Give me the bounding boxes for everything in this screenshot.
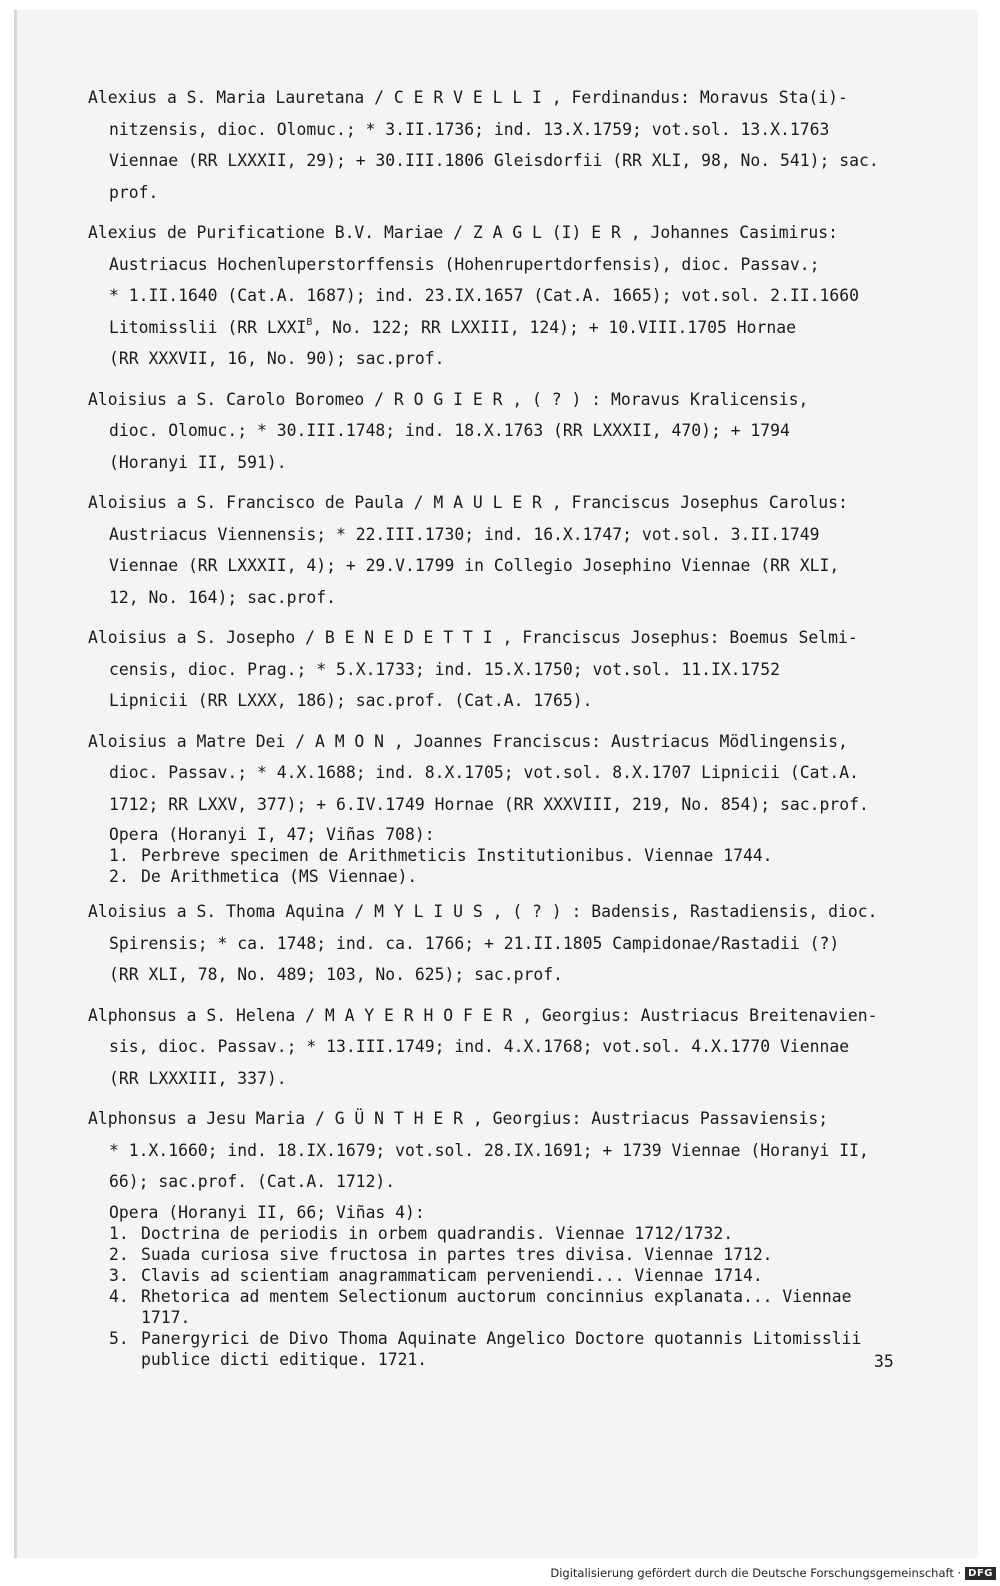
opera-item-number: 5. bbox=[109, 1328, 129, 1348]
entry-line: Austriacus Viennensis; * 22.III.1730; ind. 16.X.1747; vot.sol. 3.II.1749 bbox=[109, 524, 820, 544]
opera-item-text: Suada curiosa sive fructosa in partes tres divisa. Viennae 1712. bbox=[141, 1244, 773, 1264]
opera-item bbox=[109, 1223, 914, 1244]
entry-line: prof. bbox=[109, 182, 159, 202]
register-entry bbox=[88, 217, 914, 375]
entry-line: 12, No. 164); sac.prof. bbox=[109, 587, 336, 607]
entry-line: dioc. Olomuc.; * 30.III.1748; ind. 18.X.1763 (RR LXXXII, 470); + 1794 bbox=[109, 421, 790, 440]
opera-item-text: De Arithmetica (MS Viennae). bbox=[141, 867, 418, 886]
entry-line-tail: , No. 122; RR LXXIII, 124); + 10.VIII.1705 Hornae bbox=[312, 317, 796, 337]
superscript: B bbox=[306, 316, 313, 328]
opera-item-number: 2. bbox=[109, 867, 129, 886]
opera-item bbox=[109, 1244, 914, 1265]
entry-heading-line: Aloisius a S. Francisco de Paula / M A U L E R , Franciscus Josephus Carolus: bbox=[88, 493, 848, 512]
entry-line: * 1.II.1640 (Cat.A. 1687); ind. 23.IX.1657 (Cat.A. 1665); vot.sol. 2.II.1660 bbox=[109, 286, 859, 305]
entry-heading-line: Alphonsus a Jesu Maria / G Ü N T H E R , Georgius: Austriacus Passaviensis; bbox=[88, 1109, 829, 1128]
entry-line: sis, dioc. Passav.; * 13.III.1749; ind. 4.X.1768; vot.sol. 4.X.1770 Viennae bbox=[109, 1037, 850, 1056]
register-entry bbox=[88, 82, 914, 208]
entry-line: 66); sac.prof. (Cat.A. 1712). bbox=[109, 1172, 396, 1191]
register-entry bbox=[88, 622, 914, 717]
register-entry bbox=[88, 1000, 914, 1095]
entry-line: Viennae (RR LXXXII, 4); + 29.V.1799 in Collegio Josephino Viennae (RR XLI, bbox=[109, 556, 840, 575]
opera-list bbox=[109, 1202, 914, 1370]
opera-item bbox=[109, 866, 914, 887]
entry-heading-line: Aloisius a S. Josepho / B E N E D E T T I , Franciscus Josephus: Boemus Selmi- bbox=[88, 628, 858, 647]
opera-heading: Opera (Horanyi II, 66; Viñas 4): bbox=[109, 1202, 425, 1222]
opera-item-number: 2. bbox=[109, 1244, 129, 1264]
opera-item bbox=[109, 1265, 914, 1286]
opera-item-text: Doctrina de periodis in orbem quadrandis. Viennae 1712/1732. bbox=[141, 1223, 734, 1243]
entry-line: nitzensis, dioc. Olomuc.; * 3.II.1736; ind. 13.X.1759; vot.sol. 13.X.1763 bbox=[109, 119, 830, 139]
register-text bbox=[88, 82, 914, 1379]
register-entry bbox=[88, 896, 914, 991]
opera-item-number: 1. bbox=[109, 1223, 129, 1243]
opera-item-number: 4. bbox=[109, 1286, 129, 1306]
opera-item-text: Rhetorica ad mentem Selectionum auctorum concinnius explanata... Viennae 1717. bbox=[141, 1286, 852, 1327]
dfg-logo: DFG bbox=[965, 1567, 996, 1580]
opera-item-text: Perbreve specimen de Arithmeticis Institutionibus. Viennae 1744. bbox=[141, 846, 773, 865]
opera-item-number: 3. bbox=[109, 1265, 129, 1285]
entry-line: Spirensis; * ca. 1748; ind. ca. 1766; + 21.II.1805 Campidonae/Rastadii (?) bbox=[109, 933, 840, 953]
entry-heading-line: Alexius de Purificatione B.V. Mariae / Z A G L (I) E R , Johannes Casimirus: bbox=[88, 223, 838, 242]
entry-heading-line: Aloisius a S. Carolo Boromeo / R O G I E R , ( ? ) : Moravus Kralicensis, bbox=[88, 389, 809, 409]
entry-line: (RR LXXXIII, 337). bbox=[109, 1068, 287, 1088]
opera-heading: Opera (Horanyi I, 47; Viñas 708): bbox=[109, 825, 435, 844]
entry-line: Viennae (RR LXXXII, 29); + 30.III.1806 Gleisdorfii (RR XLI, 98, No. 541); sac. bbox=[109, 151, 879, 170]
opera-item bbox=[109, 1286, 914, 1328]
entry-heading-line: Aloisius a S. Thoma Aquina / M Y L I U S , ( ? ) : Badensis, Rastadiensis, dioc. bbox=[88, 902, 878, 921]
footer bbox=[550, 1566, 996, 1580]
opera-item-text: Panergyrici de Divo Thoma Aquinate Angelico Doctore quotannis Litomisslii publice dicti editique. 1721. bbox=[141, 1328, 862, 1369]
opera-item bbox=[109, 1328, 914, 1370]
opera-item bbox=[109, 845, 914, 866]
entry-line: dioc. Passav.; * 4.X.1688; ind. 8.X.1705; vot.sol. 8.X.1707 Lipnicii (Cat.A. bbox=[109, 763, 859, 782]
opera-item-number: 1. bbox=[109, 846, 129, 865]
entry-heading-line: Alexius a S. Maria Lauretana / C E R V E L L I , Ferdinandus: Moravus Sta(i)- bbox=[88, 88, 848, 107]
footer-credit: Digitalisierung gefördert durch die Deutsche Forschungsgemeinschaft · bbox=[550, 1566, 962, 1580]
entry-line: censis, dioc. Prag.; * 5.X.1733; ind. 15.X.1750; vot.sol. 11.IX.1752 bbox=[109, 659, 781, 679]
entry-line: 1712; RR LXXV, 377); + 6.IV.1749 Hornae (RR XXXVIII, 219, No. 854); sac.prof. bbox=[109, 794, 869, 814]
entry-line: * 1.X.1660; ind. 18.IX.1679; vot.sol. 28.IX.1691; + 1739 Viennae (Horanyi II, bbox=[109, 1140, 869, 1160]
entry-line: (RR XLI, 78, No. 489; 103, No. 625); sac.prof. bbox=[109, 965, 563, 984]
entry-line: (Horanyi II, 591). bbox=[109, 452, 287, 472]
scan-edge bbox=[14, 10, 17, 1558]
entry-line: (RR XXXVII, 16, No. 90); sac.prof. bbox=[109, 349, 445, 368]
opera-item-text: Clavis ad scientiam anagrammaticam perveniendi... Viennae 1714. bbox=[141, 1265, 763, 1285]
register-entry bbox=[88, 726, 914, 888]
register-entry bbox=[88, 384, 914, 479]
page-number: 35 bbox=[874, 1352, 894, 1371]
entry-line: Litomisslii (RR $LXXI^B$, No. 122; RR LXXIII, 124); + 10.VIII.1705 Hornae bbox=[109, 316, 796, 337]
register-entry bbox=[88, 487, 914, 613]
entry-heading-line: Alphonsus a S. Helena / M A Y E R H O F E R , Georgius: Austriacus Breitenavien- bbox=[88, 1005, 878, 1025]
opera-list bbox=[109, 824, 914, 887]
entry-line: Lipnicii (RR LXXX, 186); sac.prof. (Cat.A. 1765). bbox=[109, 691, 593, 710]
entry-heading-line: Aloisius a Matre Dei / A M O N , Joannes Franciscus: Austriacus Mödlingensis, bbox=[88, 731, 848, 751]
entry-line: Austriacus Hochenluperstorffensis (Hohenrupertdorfensis), dioc. Passav.; bbox=[109, 254, 820, 274]
register-entry bbox=[88, 1103, 914, 1370]
